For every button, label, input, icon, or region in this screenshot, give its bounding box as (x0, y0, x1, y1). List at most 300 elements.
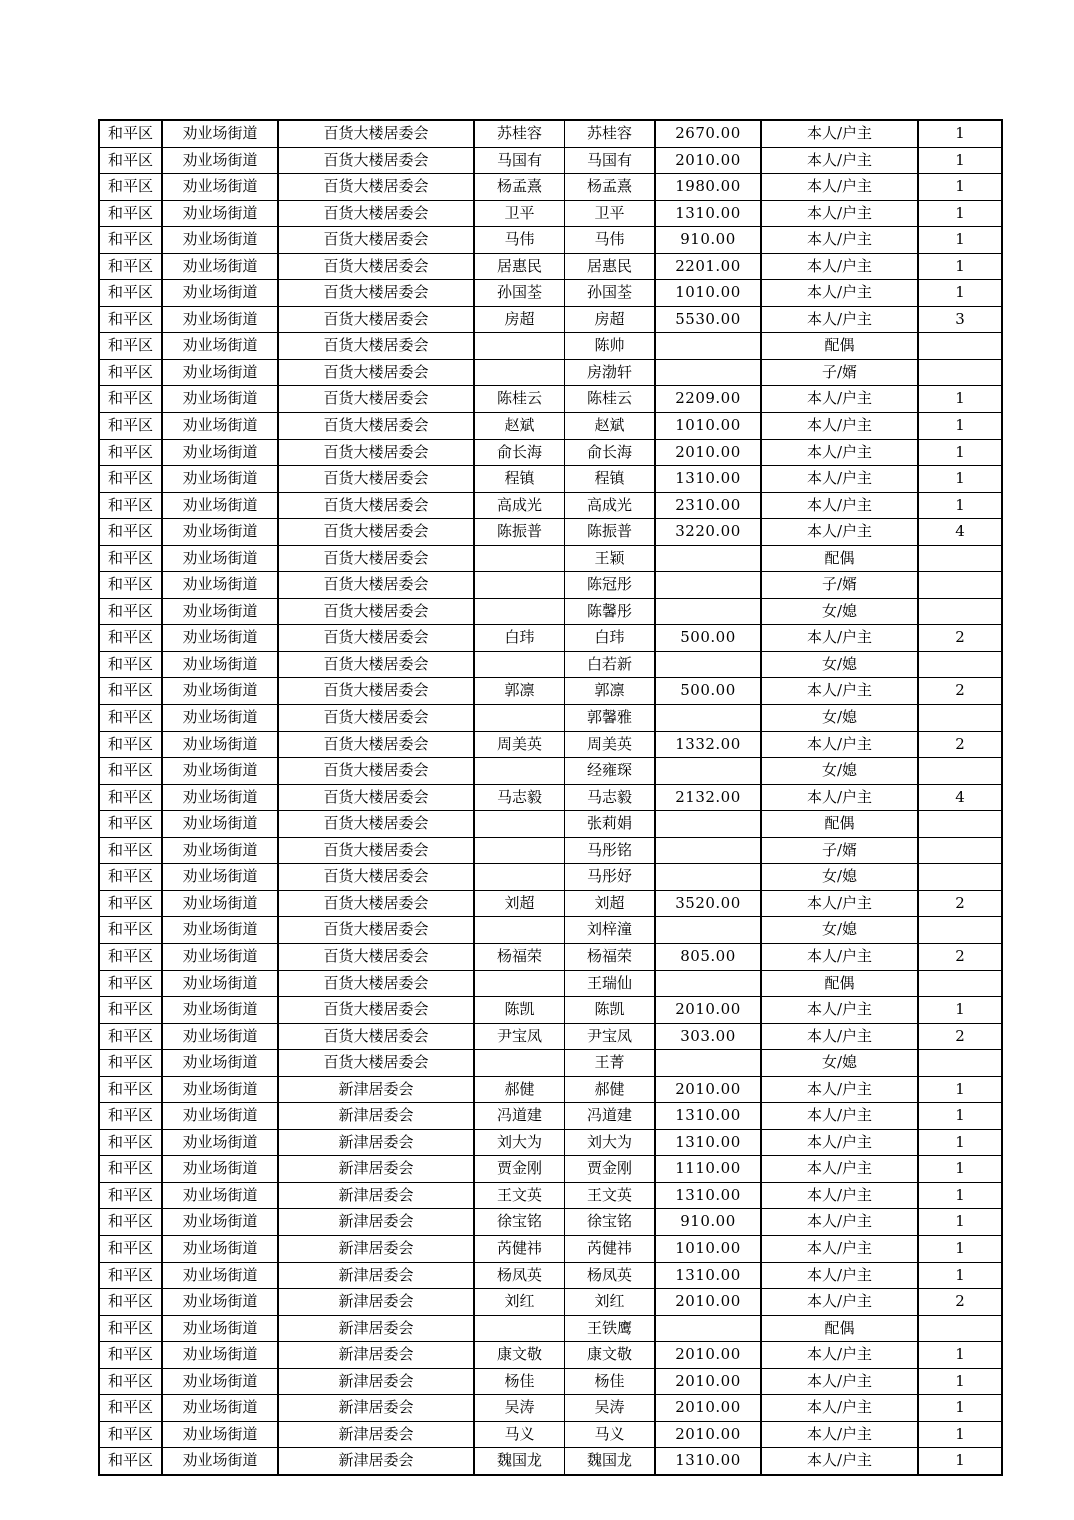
cell-member_name: 孙国荃 (565, 280, 656, 307)
cell-amount: 910.00 (655, 227, 761, 254)
cell-household_head: 卫平 (474, 200, 565, 227)
cell-community: 百货大楼居委会 (278, 625, 474, 652)
cell-street: 劝业场街道 (162, 1156, 278, 1183)
cell-relation: 本人/户主 (761, 1235, 918, 1262)
cell-district: 和平区 (99, 651, 162, 678)
cell-member_name: 尹宝凤 (565, 1023, 656, 1050)
cell-district: 和平区 (99, 1235, 162, 1262)
cell-household_head: 徐宝铭 (474, 1209, 565, 1236)
cell-street: 劝业场街道 (162, 784, 278, 811)
cell-member_name: 马彤铭 (565, 837, 656, 864)
cell-household_head: 刘大为 (474, 1129, 565, 1156)
cell-district: 和平区 (99, 572, 162, 599)
cell-amount: 2010.00 (655, 1395, 761, 1422)
cell-count: 1 (918, 227, 1002, 254)
cell-household_head (474, 970, 565, 997)
cell-community: 新津居委会 (278, 1156, 474, 1183)
cell-household_head: 陈振普 (474, 519, 565, 546)
cell-member_name: 陈振普 (565, 519, 656, 546)
cell-street: 劝业场街道 (162, 598, 278, 625)
cell-district: 和平区 (99, 306, 162, 333)
cell-count: 4 (918, 784, 1002, 811)
cell-amount: 1310.00 (655, 200, 761, 227)
cell-member_name: 贾金刚 (565, 1156, 656, 1183)
cell-household_head: 程镇 (474, 466, 565, 493)
cell-street: 劝业场街道 (162, 678, 278, 705)
cell-household_head: 马伟 (474, 227, 565, 254)
cell-amount: 2010.00 (655, 147, 761, 174)
cell-district: 和平区 (99, 413, 162, 440)
cell-member_name: 刘大为 (565, 1129, 656, 1156)
table-row (99, 731, 1002, 758)
cell-count: 1 (918, 253, 1002, 280)
table-row (99, 784, 1002, 811)
cell-count: 1 (918, 280, 1002, 307)
cell-district: 和平区 (99, 1103, 162, 1130)
table-row (99, 1182, 1002, 1209)
cell-member_name: 马伟 (565, 227, 656, 254)
table-row (99, 200, 1002, 227)
cell-street: 劝业场街道 (162, 120, 278, 147)
cell-count: 2 (918, 625, 1002, 652)
cell-relation: 本人/户主 (761, 439, 918, 466)
cell-relation: 女/媳 (761, 598, 918, 625)
cell-district: 和平区 (99, 1289, 162, 1316)
cell-community: 百货大楼居委会 (278, 120, 474, 147)
cell-street: 劝业场街道 (162, 1395, 278, 1422)
cell-street: 劝业场街道 (162, 651, 278, 678)
cell-relation: 本人/户主 (761, 1156, 918, 1183)
cell-household_head: 杨福荣 (474, 943, 565, 970)
table-row (99, 997, 1002, 1024)
cell-amount: 2201.00 (655, 253, 761, 280)
cell-amount (655, 970, 761, 997)
cell-street: 劝业场街道 (162, 1103, 278, 1130)
cell-district: 和平区 (99, 545, 162, 572)
cell-community: 百货大楼居委会 (278, 147, 474, 174)
cell-community: 百货大楼居委会 (278, 306, 474, 333)
cell-member_name: 周美英 (565, 731, 656, 758)
cell-relation: 本人/户主 (761, 386, 918, 413)
cell-relation: 子/婿 (761, 837, 918, 864)
cell-count: 1 (918, 439, 1002, 466)
cell-amount: 1110.00 (655, 1156, 761, 1183)
cell-amount: 1332.00 (655, 731, 761, 758)
cell-household_head: 郭凛 (474, 678, 565, 705)
cell-relation: 本人/户主 (761, 200, 918, 227)
cell-household_head: 郝健 (474, 1076, 565, 1103)
cell-household_head: 康文敬 (474, 1342, 565, 1369)
cell-amount: 2010.00 (655, 1368, 761, 1395)
cell-district: 和平区 (99, 174, 162, 201)
cell-street: 劝业场街道 (162, 1209, 278, 1236)
cell-community: 百货大楼居委会 (278, 837, 474, 864)
cell-relation: 本人/户主 (761, 943, 918, 970)
cell-relation: 子/婿 (761, 359, 918, 386)
cell-count: 3 (918, 306, 1002, 333)
table-row (99, 147, 1002, 174)
cell-relation: 本人/户主 (761, 306, 918, 333)
cell-district: 和平区 (99, 864, 162, 891)
cell-count (918, 572, 1002, 599)
table-row (99, 890, 1002, 917)
cell-street: 劝业场街道 (162, 492, 278, 519)
cell-member_name: 杨凤英 (565, 1262, 656, 1289)
cell-amount: 3220.00 (655, 519, 761, 546)
cell-count: 1 (918, 997, 1002, 1024)
cell-community: 百货大楼居委会 (278, 1050, 474, 1077)
cell-count (918, 811, 1002, 838)
table-row (99, 1315, 1002, 1342)
cell-household_head: 陈桂云 (474, 386, 565, 413)
cell-relation: 本人/户主 (761, 413, 918, 440)
cell-count (918, 333, 1002, 360)
cell-household_head: 周美英 (474, 731, 565, 758)
cell-count: 2 (918, 1023, 1002, 1050)
cell-member_name: 马国有 (565, 147, 656, 174)
cell-relation: 配偶 (761, 970, 918, 997)
cell-amount: 2132.00 (655, 784, 761, 811)
cell-count: 1 (918, 1262, 1002, 1289)
cell-street: 劝业场街道 (162, 1289, 278, 1316)
table-row (99, 1289, 1002, 1316)
cell-relation: 女/媳 (761, 705, 918, 732)
cell-member_name: 房渤轩 (565, 359, 656, 386)
cell-household_head: 高成光 (474, 492, 565, 519)
cell-district: 和平区 (99, 758, 162, 785)
cell-amount: 3520.00 (655, 890, 761, 917)
cell-relation: 本人/户主 (761, 280, 918, 307)
cell-street: 劝业场街道 (162, 1129, 278, 1156)
cell-district: 和平区 (99, 1182, 162, 1209)
cell-member_name: 马彤妤 (565, 864, 656, 891)
cell-community: 新津居委会 (278, 1368, 474, 1395)
cell-household_head: 苏桂容 (474, 120, 565, 147)
cell-community: 百货大楼居委会 (278, 466, 474, 493)
cell-community: 百货大楼居委会 (278, 359, 474, 386)
table-row (99, 280, 1002, 307)
cell-community: 新津居委会 (278, 1342, 474, 1369)
cell-district: 和平区 (99, 1209, 162, 1236)
cell-count: 1 (918, 1395, 1002, 1422)
cell-amount: 1310.00 (655, 1262, 761, 1289)
cell-member_name: 刘超 (565, 890, 656, 917)
cell-relation: 子/婿 (761, 572, 918, 599)
cell-member_name: 王颖 (565, 545, 656, 572)
cell-amount (655, 837, 761, 864)
cell-amount: 500.00 (655, 678, 761, 705)
cell-district: 和平区 (99, 120, 162, 147)
cell-relation: 女/媳 (761, 864, 918, 891)
cell-count: 1 (918, 1076, 1002, 1103)
cell-count (918, 545, 1002, 572)
cell-street: 劝业场街道 (162, 280, 278, 307)
cell-count: 1 (918, 200, 1002, 227)
cell-district: 和平区 (99, 598, 162, 625)
cell-community: 新津居委会 (278, 1448, 474, 1475)
table-row (99, 1262, 1002, 1289)
cell-member_name: 陈冠彤 (565, 572, 656, 599)
cell-member_name: 王铁鹰 (565, 1315, 656, 1342)
cell-relation: 本人/户主 (761, 625, 918, 652)
cell-street: 劝业场街道 (162, 997, 278, 1024)
cell-relation: 本人/户主 (761, 174, 918, 201)
cell-community: 百货大楼居委会 (278, 492, 474, 519)
cell-community: 百货大楼居委会 (278, 731, 474, 758)
table-row (99, 1209, 1002, 1236)
cell-amount: 2010.00 (655, 439, 761, 466)
cell-member_name: 吴涛 (565, 1395, 656, 1422)
cell-district: 和平区 (99, 678, 162, 705)
cell-household_head: 孙国荃 (474, 280, 565, 307)
cell-amount: 2010.00 (655, 1289, 761, 1316)
cell-member_name: 王文英 (565, 1182, 656, 1209)
household-subsidy-roster-table (98, 119, 1003, 1476)
table-row (99, 837, 1002, 864)
cell-district: 和平区 (99, 359, 162, 386)
cell-community: 百货大楼居委会 (278, 943, 474, 970)
cell-member_name: 房超 (565, 306, 656, 333)
cell-district: 和平区 (99, 333, 162, 360)
cell-amount: 303.00 (655, 1023, 761, 1050)
cell-relation: 女/媳 (761, 651, 918, 678)
cell-street: 劝业场街道 (162, 1448, 278, 1475)
cell-household_head: 刘超 (474, 890, 565, 917)
table-row (99, 519, 1002, 546)
cell-district: 和平区 (99, 811, 162, 838)
cell-member_name: 卫平 (565, 200, 656, 227)
table-row (99, 413, 1002, 440)
table-row (99, 1050, 1002, 1077)
cell-community: 新津居委会 (278, 1395, 474, 1422)
cell-community: 百货大楼居委会 (278, 253, 474, 280)
cell-district: 和平区 (99, 970, 162, 997)
cell-amount: 5530.00 (655, 306, 761, 333)
cell-household_head: 房超 (474, 306, 565, 333)
cell-amount (655, 359, 761, 386)
cell-relation: 本人/户主 (761, 519, 918, 546)
cell-district: 和平区 (99, 625, 162, 652)
cell-relation: 本人/户主 (761, 997, 918, 1024)
cell-relation: 本人/户主 (761, 678, 918, 705)
cell-household_head (474, 811, 565, 838)
table-row (99, 386, 1002, 413)
cell-community: 百货大楼居委会 (278, 174, 474, 201)
cell-amount (655, 811, 761, 838)
cell-member_name: 张莉娟 (565, 811, 656, 838)
cell-count (918, 758, 1002, 785)
cell-community: 百货大楼居委会 (278, 784, 474, 811)
cell-amount: 500.00 (655, 625, 761, 652)
cell-member_name: 马志毅 (565, 784, 656, 811)
cell-relation: 本人/户主 (761, 1342, 918, 1369)
cell-district: 和平区 (99, 1448, 162, 1475)
cell-household_head (474, 917, 565, 944)
cell-amount: 1010.00 (655, 1235, 761, 1262)
cell-district: 和平区 (99, 1076, 162, 1103)
cell-amount (655, 758, 761, 785)
cell-amount (655, 917, 761, 944)
cell-count: 1 (918, 147, 1002, 174)
table-row (99, 227, 1002, 254)
cell-street: 劝业场街道 (162, 731, 278, 758)
cell-member_name: 魏国龙 (565, 1448, 656, 1475)
cell-street: 劝业场街道 (162, 1050, 278, 1077)
table-row (99, 120, 1002, 147)
cell-community: 百货大楼居委会 (278, 200, 474, 227)
cell-count (918, 705, 1002, 732)
cell-member_name: 白玮 (565, 625, 656, 652)
table-row (99, 678, 1002, 705)
cell-member_name: 康文敬 (565, 1342, 656, 1369)
table-row (99, 1448, 1002, 1475)
cell-amount (655, 545, 761, 572)
cell-household_head: 杨孟熹 (474, 174, 565, 201)
table-row (99, 174, 1002, 201)
cell-member_name: 马义 (565, 1421, 656, 1448)
cell-relation: 本人/户主 (761, 492, 918, 519)
cell-district: 和平区 (99, 997, 162, 1024)
cell-household_head: 贾金刚 (474, 1156, 565, 1183)
cell-household_head: 刘红 (474, 1289, 565, 1316)
cell-count: 1 (918, 466, 1002, 493)
cell-member_name: 杨孟熹 (565, 174, 656, 201)
cell-street: 劝业场街道 (162, 1315, 278, 1342)
cell-relation: 本人/户主 (761, 1289, 918, 1316)
cell-relation: 本人/户主 (761, 1129, 918, 1156)
table-row (99, 253, 1002, 280)
table-row (99, 1156, 1002, 1183)
cell-district: 和平区 (99, 147, 162, 174)
cell-street: 劝业场街道 (162, 413, 278, 440)
cell-amount: 1310.00 (655, 1129, 761, 1156)
cell-community: 百货大楼居委会 (278, 280, 474, 307)
cell-street: 劝业场街道 (162, 1342, 278, 1369)
cell-community: 百货大楼居委会 (278, 572, 474, 599)
cell-household_head: 杨凤英 (474, 1262, 565, 1289)
cell-household_head: 杨佳 (474, 1368, 565, 1395)
cell-amount: 1010.00 (655, 413, 761, 440)
cell-relation: 本人/户主 (761, 1023, 918, 1050)
table-row (99, 943, 1002, 970)
cell-community: 百货大楼居委会 (278, 413, 474, 440)
table-row (99, 917, 1002, 944)
cell-community: 百货大楼居委会 (278, 864, 474, 891)
cell-community: 新津居委会 (278, 1076, 474, 1103)
cell-member_name: 俞长海 (565, 439, 656, 466)
cell-community: 新津居委会 (278, 1315, 474, 1342)
cell-household_head: 冯道建 (474, 1103, 565, 1130)
cell-relation: 女/媳 (761, 1050, 918, 1077)
cell-count: 1 (918, 174, 1002, 201)
table-row (99, 1129, 1002, 1156)
cell-district: 和平区 (99, 1156, 162, 1183)
cell-member_name: 高成光 (565, 492, 656, 519)
cell-count: 1 (918, 120, 1002, 147)
cell-member_name: 杨福荣 (565, 943, 656, 970)
cell-amount: 1310.00 (655, 466, 761, 493)
cell-count: 2 (918, 943, 1002, 970)
cell-amount (655, 1315, 761, 1342)
cell-street: 劝业场街道 (162, 147, 278, 174)
cell-district: 和平区 (99, 439, 162, 466)
cell-household_head: 俞长海 (474, 439, 565, 466)
cell-relation: 本人/户主 (761, 1182, 918, 1209)
cell-count: 1 (918, 1235, 1002, 1262)
cell-count (918, 864, 1002, 891)
cell-count: 1 (918, 1156, 1002, 1183)
cell-community: 百货大楼居委会 (278, 890, 474, 917)
cell-community: 新津居委会 (278, 1289, 474, 1316)
cell-amount (655, 598, 761, 625)
cell-amount: 1310.00 (655, 1448, 761, 1475)
cell-relation: 配偶 (761, 333, 918, 360)
cell-street: 劝业场街道 (162, 970, 278, 997)
cell-member_name: 郭馨雅 (565, 705, 656, 732)
cell-amount: 2310.00 (655, 492, 761, 519)
table-row (99, 439, 1002, 466)
cell-amount: 2670.00 (655, 120, 761, 147)
cell-district: 和平区 (99, 227, 162, 254)
roster-table-body (99, 120, 1002, 1475)
cell-member_name: 王菁 (565, 1050, 656, 1077)
cell-relation: 本人/户主 (761, 1076, 918, 1103)
cell-street: 劝业场街道 (162, 1262, 278, 1289)
cell-district: 和平区 (99, 386, 162, 413)
cell-member_name: 郝健 (565, 1076, 656, 1103)
table-row (99, 306, 1002, 333)
cell-member_name: 程镇 (565, 466, 656, 493)
cell-community: 新津居委会 (278, 1129, 474, 1156)
cell-count: 2 (918, 678, 1002, 705)
cell-household_head (474, 333, 565, 360)
cell-relation: 配偶 (761, 545, 918, 572)
cell-street: 劝业场街道 (162, 1182, 278, 1209)
cell-community: 百货大楼居委会 (278, 970, 474, 997)
cell-member_name: 陈馨彤 (565, 598, 656, 625)
cell-street: 劝业场街道 (162, 1235, 278, 1262)
cell-relation: 本人/户主 (761, 1262, 918, 1289)
cell-street: 劝业场街道 (162, 837, 278, 864)
cell-amount (655, 333, 761, 360)
cell-amount: 1310.00 (655, 1103, 761, 1130)
cell-household_head: 居惠民 (474, 253, 565, 280)
cell-street: 劝业场街道 (162, 519, 278, 546)
cell-community: 百货大楼居委会 (278, 386, 474, 413)
cell-household_head (474, 705, 565, 732)
cell-community: 百货大楼居委会 (278, 519, 474, 546)
cell-household_head (474, 359, 565, 386)
cell-amount: 1010.00 (655, 280, 761, 307)
cell-member_name: 杨佳 (565, 1368, 656, 1395)
cell-member_name: 经雍琛 (565, 758, 656, 785)
cell-street: 劝业场街道 (162, 625, 278, 652)
cell-amount (655, 705, 761, 732)
roster-table-container (98, 119, 965, 1476)
cell-district: 和平区 (99, 1421, 162, 1448)
cell-district: 和平区 (99, 253, 162, 280)
cell-member_name: 王瑞仙 (565, 970, 656, 997)
cell-amount: 2010.00 (655, 1342, 761, 1369)
cell-community: 新津居委会 (278, 1209, 474, 1236)
cell-community: 百货大楼居委会 (278, 1023, 474, 1050)
cell-relation: 本人/户主 (761, 120, 918, 147)
cell-street: 劝业场街道 (162, 917, 278, 944)
cell-count: 2 (918, 890, 1002, 917)
cell-household_head (474, 1050, 565, 1077)
cell-count: 1 (918, 1421, 1002, 1448)
cell-community: 百货大楼居委会 (278, 917, 474, 944)
